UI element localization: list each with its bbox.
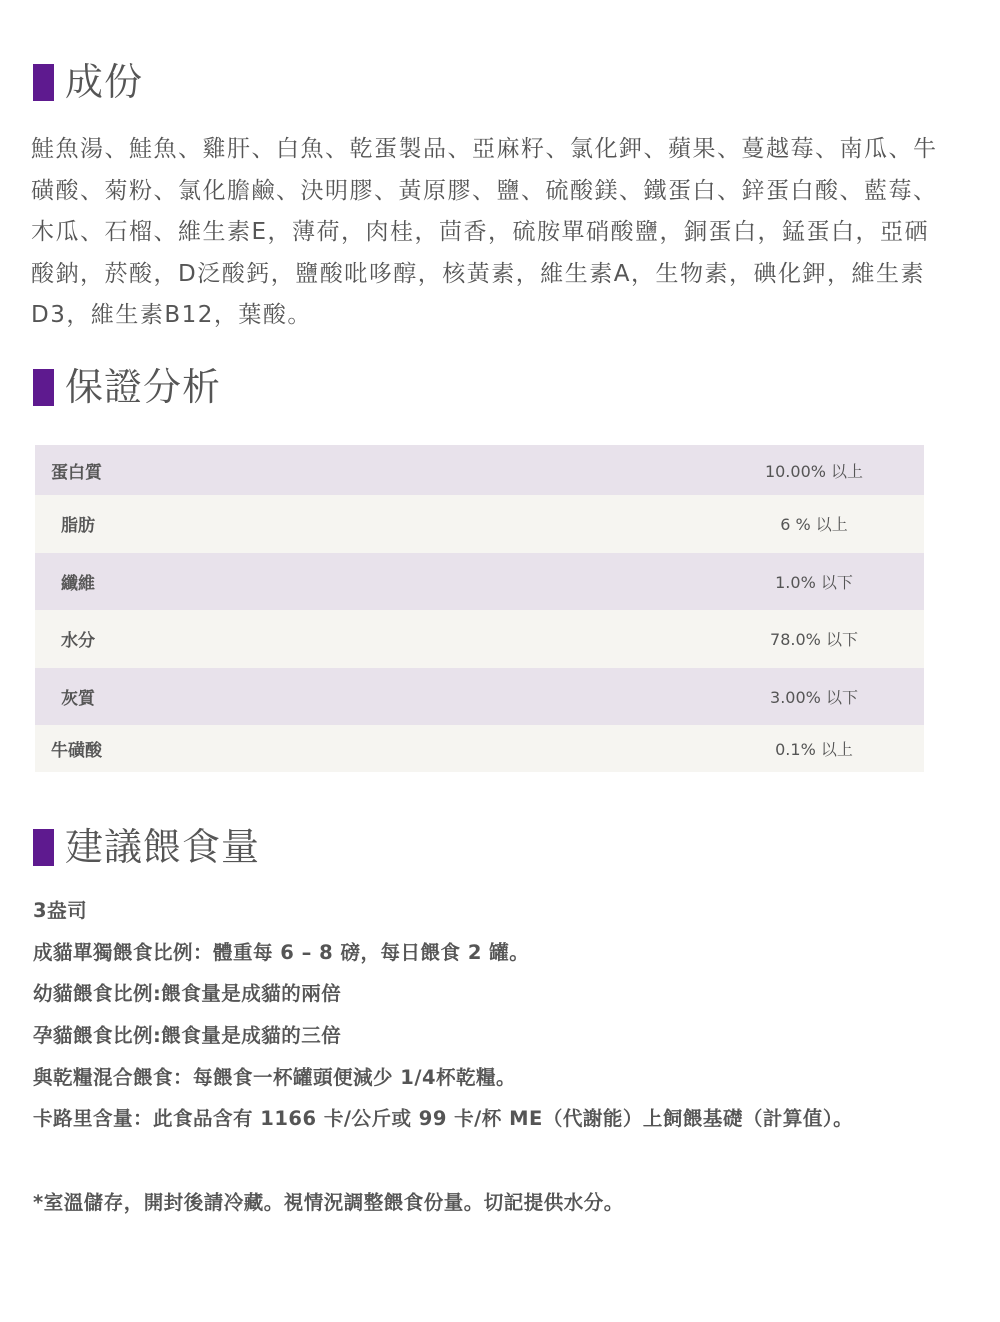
- analysis-heading: [33, 365, 221, 409]
- analysis-row-name: 纖維: [61, 573, 95, 594]
- analysis-row-taurine: [35, 725, 924, 772]
- analysis-table: [35, 445, 924, 772]
- analysis-row-name: 牛磺酸: [51, 741, 102, 762]
- feeding-title: 建議餵食量: [65, 825, 261, 869]
- storage-note: *室溫儲存，開封後請冷藏。視情況調整餵食份量。切記提供水分。: [33, 1191, 624, 1214]
- analysis-row-value: 3.00% 以下: [770, 688, 858, 708]
- feeding-heading: [33, 825, 260, 869]
- analysis-row-name: 蛋白質: [51, 462, 102, 483]
- analysis-row-name: 水分: [61, 631, 95, 652]
- feeding-line-kitten: 幼貓餵食比例:餵食量是成貓的兩倍: [33, 982, 342, 1006]
- feeding-line-size: 3盎司: [33, 899, 88, 922]
- feeding-line-mixed: 與乾糧混合餵食：每餵食一杯罐頭便減少 1/4杯乾糧。: [33, 1065, 517, 1089]
- analysis-row-name: 灰質: [61, 689, 95, 710]
- analysis-row-value: 78.0% 以下: [770, 630, 858, 650]
- analysis-row-protein: [35, 445, 924, 495]
- ingredients-text: 鮭魚湯、鮭魚、雞肝、白魚、乾蛋製品、亞麻籽、氯化鉀、蘋果、蔓越莓、南瓜、牛磺酸、菊粉、氯化膽鹼、決明膠、黃原膠、鹽、硫酸鎂、鐵蛋白、鋅蛋白酸、藍莓、木瓜、石榴、維生素E，薄荷，肉桂，茴香，硫胺單硝酸鹽，銅蛋白，錳蛋白，亞硒酸鈉，菸酸，D泛酸鈣，鹽酸吡哆醇，核黃素，維生素A，生物素，碘化鉀，維生素D3，維生素B12，葉酸。: [31, 136, 938, 329]
- feeding-line-adult: 成貓單獨餵食比例：體重每 6 – 8 磅，每日餵食 2 罐。: [33, 940, 530, 964]
- analysis-row-fat: [35, 495, 924, 553]
- heading-accent-bar: [33, 829, 54, 866]
- analysis-row-ash: [35, 668, 924, 726]
- analysis-row-name: 脂肪: [61, 516, 95, 537]
- analysis-row-value: 0.1% 以上: [775, 740, 853, 760]
- analysis-row-fiber: [35, 553, 924, 611]
- feeding-line-calories: 卡路里含量：此食品含有 1166 卡/公斤或 99 卡/杯 ME（代謝能）上飼餵基礎（計算值）。: [33, 1107, 854, 1131]
- analysis-title: 保證分析: [65, 365, 222, 409]
- heading-accent-bar: [33, 369, 54, 406]
- heading-accent-bar: [33, 64, 54, 101]
- feeding-instructions: [33, 890, 963, 1140]
- ingredients-heading: [33, 60, 143, 104]
- analysis-row-moisture: [35, 610, 924, 668]
- analysis-row-value: 6 % 以上: [780, 515, 848, 535]
- feeding-line-pregnant: 孕貓餵食比例:餵食量是成貓的三倍: [33, 1024, 342, 1048]
- analysis-row-value: 10.00% 以上: [764, 461, 864, 481]
- ingredients-title: 成份: [65, 60, 144, 104]
- analysis-row-value: 1.0% 以下: [775, 572, 853, 592]
